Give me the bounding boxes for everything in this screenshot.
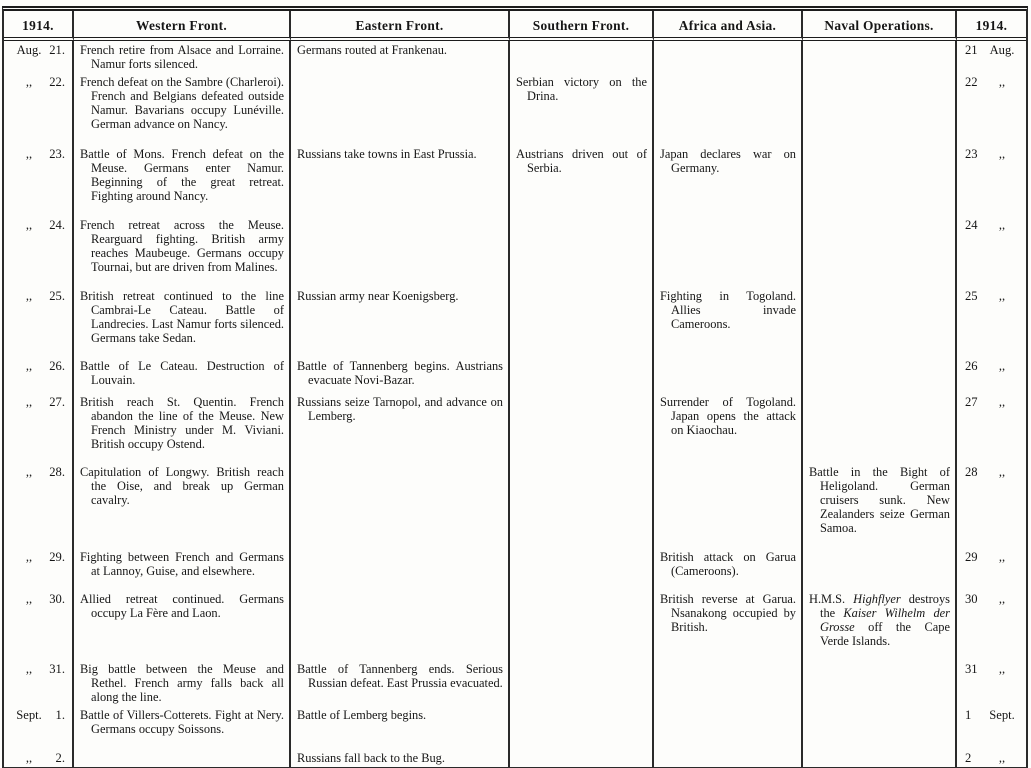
event-text: Battle of Tannenberg begins. Austrians evacuate Novi-Bazar. (297, 359, 503, 387)
eastern-front-cell (291, 749, 510, 767)
date-day: 2 (965, 751, 972, 765)
southern-front-cell (510, 145, 654, 216)
event-text: Germans routed at Frankenau. (297, 43, 448, 57)
date-month: ,, (25, 550, 33, 564)
date-day: 29. (49, 550, 65, 564)
date-cell-left (4, 357, 74, 393)
date-month: ,, (998, 218, 1006, 232)
date-cell-right (957, 216, 1026, 287)
date-cell-left (4, 660, 74, 706)
africa-asia-cell (654, 463, 803, 548)
date-cell-left (4, 73, 74, 145)
event-text: Japan declares war on Germany. (660, 147, 796, 175)
naval-operations-cell (803, 706, 957, 749)
header-southern-front: Southern Front. (510, 11, 654, 41)
date-day: 2. (55, 751, 65, 765)
date-day: 29 (965, 550, 978, 564)
event-text: H.M.S. Highflyer destroys the Kaiser Wilhelm der Grosse off the Cape Verde Islands. (809, 592, 950, 648)
date-cell-left (4, 216, 74, 287)
naval-operations-cell (803, 393, 957, 463)
africa-asia-cell (654, 145, 803, 216)
date-cell-left (4, 287, 74, 357)
event-text: British attack on Garua (Cameroons). (660, 550, 796, 578)
date-month: Aug. (16, 43, 42, 57)
naval-operations-cell (803, 749, 957, 767)
date-cell-right (957, 463, 1026, 548)
date-day: 1 (965, 708, 972, 722)
date-day: 22. (49, 75, 65, 89)
date-month: ,, (25, 289, 33, 303)
header-africa-asia: Africa and Asia. (654, 11, 803, 41)
naval-operations-cell (803, 287, 957, 357)
western-front-cell (74, 706, 291, 749)
southern-front-cell (510, 41, 654, 73)
eastern-front-cell (291, 706, 510, 749)
date-cell-right (957, 287, 1026, 357)
southern-front-cell (510, 357, 654, 393)
western-front-cell (74, 749, 291, 767)
date-month: ,, (998, 75, 1006, 89)
western-front-cell (74, 463, 291, 548)
date-day: 26. (49, 359, 65, 373)
eastern-front-cell (291, 41, 510, 73)
date-cell-right (957, 660, 1026, 706)
date-day: 31 (965, 662, 978, 676)
date-cell-right (957, 73, 1026, 145)
western-front-cell (74, 73, 291, 145)
date-cell-left (4, 749, 74, 767)
event-text: British retreat continued to the line Cambrai-Le Cateau. Battle of Landrecies. Last Namur forts silenced. Germans take Sedan. (80, 289, 284, 345)
africa-asia-cell (654, 706, 803, 749)
date-month: ,, (998, 289, 1006, 303)
eastern-front-cell (291, 590, 510, 660)
date-day: 30 (965, 592, 978, 606)
event-text: Battle of Le Cateau. Destruction of Louvain. (80, 359, 284, 387)
eastern-front-cell (291, 357, 510, 393)
date-day: 25 (965, 289, 978, 303)
eastern-front-cell (291, 287, 510, 357)
event-text: Battle of Tannenberg ends. Serious Russian defeat. East Prussia evacuated. (297, 662, 503, 690)
date-month: ,, (998, 465, 1006, 479)
naval-operations-cell (803, 590, 957, 660)
event-text: French retreat across the Meuse. Rearguard fighting. British army reaches Maubeuge. Germans occupy Tournai, but are driven from Malines. (80, 218, 284, 274)
date-day: 25. (49, 289, 65, 303)
event-text: Surrender of Togoland. Japan opens the attack on Kiaochau. (660, 395, 796, 437)
event-text: British reach St. Quentin. French abandon the line of the Meuse. New French Ministry under M. Viviani. British occupy Ostend. (80, 395, 284, 451)
date-cell-left (4, 41, 74, 73)
southern-front-cell (510, 660, 654, 706)
header-naval-operations: Naval Operations. (803, 11, 957, 41)
date-day: 23 (965, 147, 978, 161)
western-front-cell (74, 41, 291, 73)
africa-asia-cell (654, 590, 803, 660)
date-month: ,, (25, 75, 33, 89)
date-cell-right (957, 706, 1026, 749)
western-front-cell (74, 660, 291, 706)
date-cell-left (4, 548, 74, 590)
event-text: Austrians driven out of Serbia. (516, 147, 647, 175)
africa-asia-cell (654, 393, 803, 463)
naval-operations-cell (803, 145, 957, 216)
date-day: 27. (49, 395, 65, 409)
africa-asia-cell (654, 287, 803, 357)
eastern-front-cell (291, 393, 510, 463)
eastern-front-cell (291, 145, 510, 216)
date-cell-right (957, 41, 1026, 73)
event-text: Capitulation of Longwy. British reach the Oise, and break up German cavalry. (80, 465, 284, 507)
eastern-front-cell (291, 548, 510, 590)
date-month: ,, (998, 592, 1006, 606)
date-day: 21. (49, 43, 65, 57)
date-day: 26 (965, 359, 978, 373)
western-front-cell (74, 287, 291, 357)
southern-front-cell (510, 590, 654, 660)
date-day: 28 (965, 465, 978, 479)
date-month: ,, (998, 147, 1006, 161)
naval-operations-cell (803, 548, 957, 590)
event-text: Battle of Villers-Cotterets. Fight at Nery. Germans occupy Soissons. (80, 708, 284, 736)
event-text: Big battle between the Meuse and Rethel. French army falls back all along the line. (80, 662, 284, 704)
date-month: ,, (25, 662, 33, 676)
date-month: ,, (25, 751, 33, 765)
date-day: 27 (965, 395, 978, 409)
southern-front-cell (510, 287, 654, 357)
eastern-front-cell (291, 73, 510, 145)
western-front-cell (74, 357, 291, 393)
africa-asia-cell (654, 41, 803, 73)
date-month: Sept. (16, 708, 42, 722)
event-text: French retire from Alsace and Lorraine. Namur forts silenced. (80, 43, 284, 71)
africa-asia-cell (654, 749, 803, 767)
date-cell-left (4, 706, 74, 749)
southern-front-cell (510, 749, 654, 767)
date-month: ,, (998, 751, 1006, 765)
event-text: Battle of Mons. French defeat on the Meuse. Germans enter Namur. Beginning of the great retreat. Fighting around Nancy. (80, 147, 284, 203)
date-month: ,, (25, 218, 33, 232)
eastern-front-cell (291, 660, 510, 706)
event-text: Russian army near Koenigsberg. (297, 289, 459, 303)
africa-asia-cell (654, 216, 803, 287)
naval-operations-cell (803, 357, 957, 393)
date-cell-right (957, 749, 1026, 767)
date-day: 22 (965, 75, 978, 89)
date-month: Aug. (989, 43, 1015, 57)
header-year-right: 1914. (957, 11, 1026, 41)
date-cell-left (4, 145, 74, 216)
event-text: British reverse at Garua. Nsanakong occupied by British. (660, 592, 796, 634)
western-front-cell (74, 216, 291, 287)
date-cell-right (957, 145, 1026, 216)
date-month: ,, (25, 147, 33, 161)
naval-operations-cell (803, 463, 957, 548)
date-month: ,, (998, 359, 1006, 373)
western-front-cell (74, 393, 291, 463)
date-cell-left (4, 463, 74, 548)
southern-front-cell (510, 216, 654, 287)
date-day: 28. (49, 465, 65, 479)
event-text: Fighting between French and Germans at Lannoy, Guise, and elsewhere. (80, 550, 284, 578)
header-eastern-front: Eastern Front. (291, 11, 510, 41)
date-month: ,, (998, 395, 1006, 409)
header-western-front: Western Front. (74, 11, 291, 41)
africa-asia-cell (654, 357, 803, 393)
naval-operations-cell (803, 73, 957, 145)
date-month: ,, (998, 550, 1006, 564)
event-text: Allied retreat continued. Germans occupy La Fère and Laon. (80, 592, 284, 620)
africa-asia-cell (654, 73, 803, 145)
naval-operations-cell (803, 41, 957, 73)
date-month: ,, (25, 592, 33, 606)
chronology-table (2, 6, 1028, 768)
date-day: 30. (49, 592, 65, 606)
date-day: 23. (49, 147, 65, 161)
southern-front-cell (510, 73, 654, 145)
western-front-cell (74, 548, 291, 590)
date-month: Sept. (989, 708, 1015, 722)
date-day: 21 (965, 43, 978, 57)
event-text: Russians seize Tarnopol, and advance on Lemberg. (297, 395, 503, 423)
date-cell-right (957, 393, 1026, 463)
date-month: ,, (998, 662, 1006, 676)
western-front-cell (74, 590, 291, 660)
eastern-front-cell (291, 463, 510, 548)
event-text: French defeat on the Sambre (Charleroi). French and Belgians defeated outside Namur. Bavarians occupy Lunéville. German advance on Nancy. (80, 75, 284, 131)
eastern-front-cell (291, 216, 510, 287)
southern-front-cell (510, 393, 654, 463)
date-day: 1. (55, 708, 65, 722)
event-text: Battle of Lemberg begins. (297, 708, 427, 722)
date-cell-left (4, 590, 74, 660)
date-month: ,, (25, 359, 33, 373)
event-text: Battle in the Bight of Heligoland. German cruisers sunk. New Zealanders seize German Samoa. (809, 465, 950, 535)
date-cell-right (957, 357, 1026, 393)
date-cell-right (957, 590, 1026, 660)
naval-operations-cell (803, 660, 957, 706)
date-day: 24 (965, 218, 978, 232)
southern-front-cell (510, 706, 654, 749)
southern-front-cell (510, 463, 654, 548)
africa-asia-cell (654, 548, 803, 590)
event-text: Russians fall back to the Bug. (297, 751, 445, 765)
southern-front-cell (510, 548, 654, 590)
date-cell-left (4, 393, 74, 463)
event-text: Fighting in Togoland. Allies invade Cameroons. (660, 289, 796, 331)
naval-operations-cell (803, 216, 957, 287)
date-day: 24. (49, 218, 65, 232)
event-text: Serbian victory on the Drina. (516, 75, 647, 103)
header-year-left: 1914. (4, 11, 74, 41)
date-day: 31. (49, 662, 65, 676)
date-cell-right (957, 548, 1026, 590)
western-front-cell (74, 145, 291, 216)
event-text: Russians take towns in East Prussia. (297, 147, 477, 161)
africa-asia-cell (654, 660, 803, 706)
date-month: ,, (25, 465, 33, 479)
date-month: ,, (25, 395, 33, 409)
